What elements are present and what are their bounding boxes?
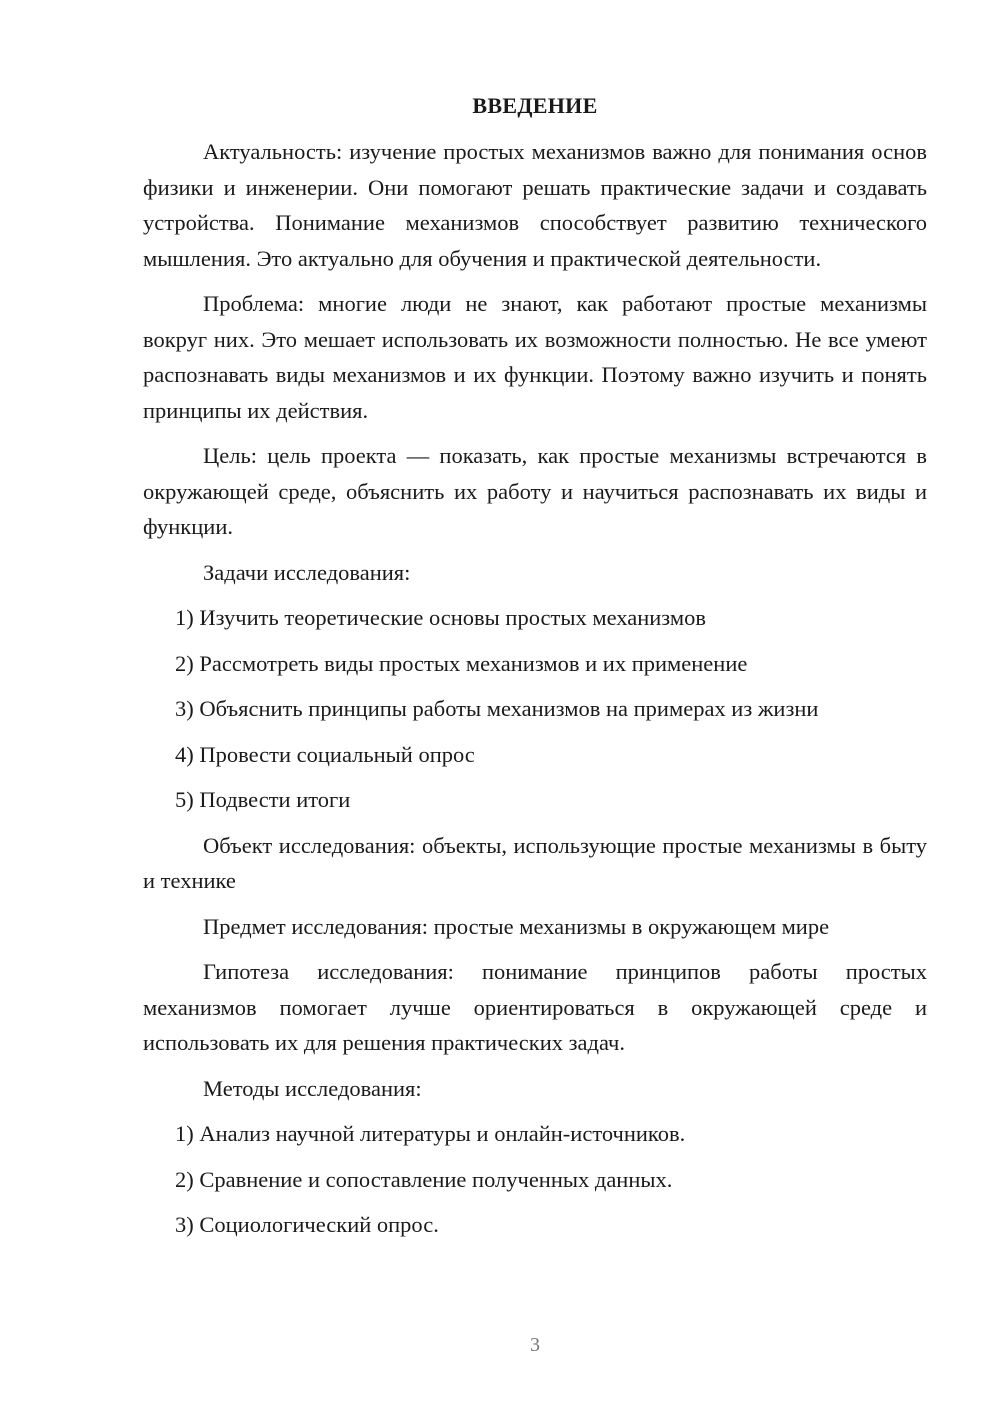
methods-list — [143, 1116, 927, 1243]
goal-paragraph: Цель: цель проекта — показать, как простые механизмы встречаются в окружающей среде, объяснить их работу и научиться распознавать их виды и функции. — [143, 443, 927, 539]
tasks-list — [143, 600, 927, 818]
list-item: 1) Изучить теоретические основы простых механизмов — [175, 605, 706, 630]
object-paragraph: Объект исследования: объекты, использующие простые механизмы в быту и технике — [143, 832, 927, 893]
list-item: 4) Провести социальный опрос — [175, 741, 475, 767]
problem-paragraph: Проблема: многие люди не знают, как работают простые механизмы вокруг них. Это мешает использовать их возможности полностью. Не все умеют распознавать виды механизмов и их функции. Поэтому важно изучить и понять принципы их действия. — [143, 291, 927, 423]
list-item: 1) Анализ научной литературы и онлайн-источников. — [175, 1121, 686, 1146]
subject-paragraph: Предмет исследования: простые механизмы в окружающем мире — [203, 913, 830, 939]
list-item: 3) Социологический опрос. — [175, 1212, 439, 1237]
list-item: 2) Сравнение и сопоставление полученных данных. — [175, 1166, 673, 1192]
list-item: 5) Подвести итоги — [175, 787, 351, 812]
relevance-paragraph: Актуальность: изучение простых механизмов важно для понимания основ физики и инженерии. Они помогают решать практические задачи и создавать устройства. Понимание механизмов способствует развитию технического мышления. Это актуально для обучения и практической деятельности. — [143, 139, 927, 271]
tasks-heading: Задачи исследования: — [203, 559, 411, 585]
hypothesis-paragraph: Гипотеза исследования: понимание принципов работы простых механизмов помогает лучше ориентироваться в окружающей среде и использовать их для решения практических задач. — [143, 959, 927, 1055]
page-title: ВВЕДЕНИЕ — [472, 93, 598, 118]
document-page — [143, 92, 927, 1253]
list-item: 2) Рассмотреть виды простых механизмов и их применение — [175, 650, 748, 676]
list-item: 3) Объяснить принципы работы механизмов на примерах из жизни — [175, 696, 819, 721]
methods-heading: Методы исследования: — [203, 1075, 422, 1101]
page-number: 3 — [530, 1334, 540, 1356]
